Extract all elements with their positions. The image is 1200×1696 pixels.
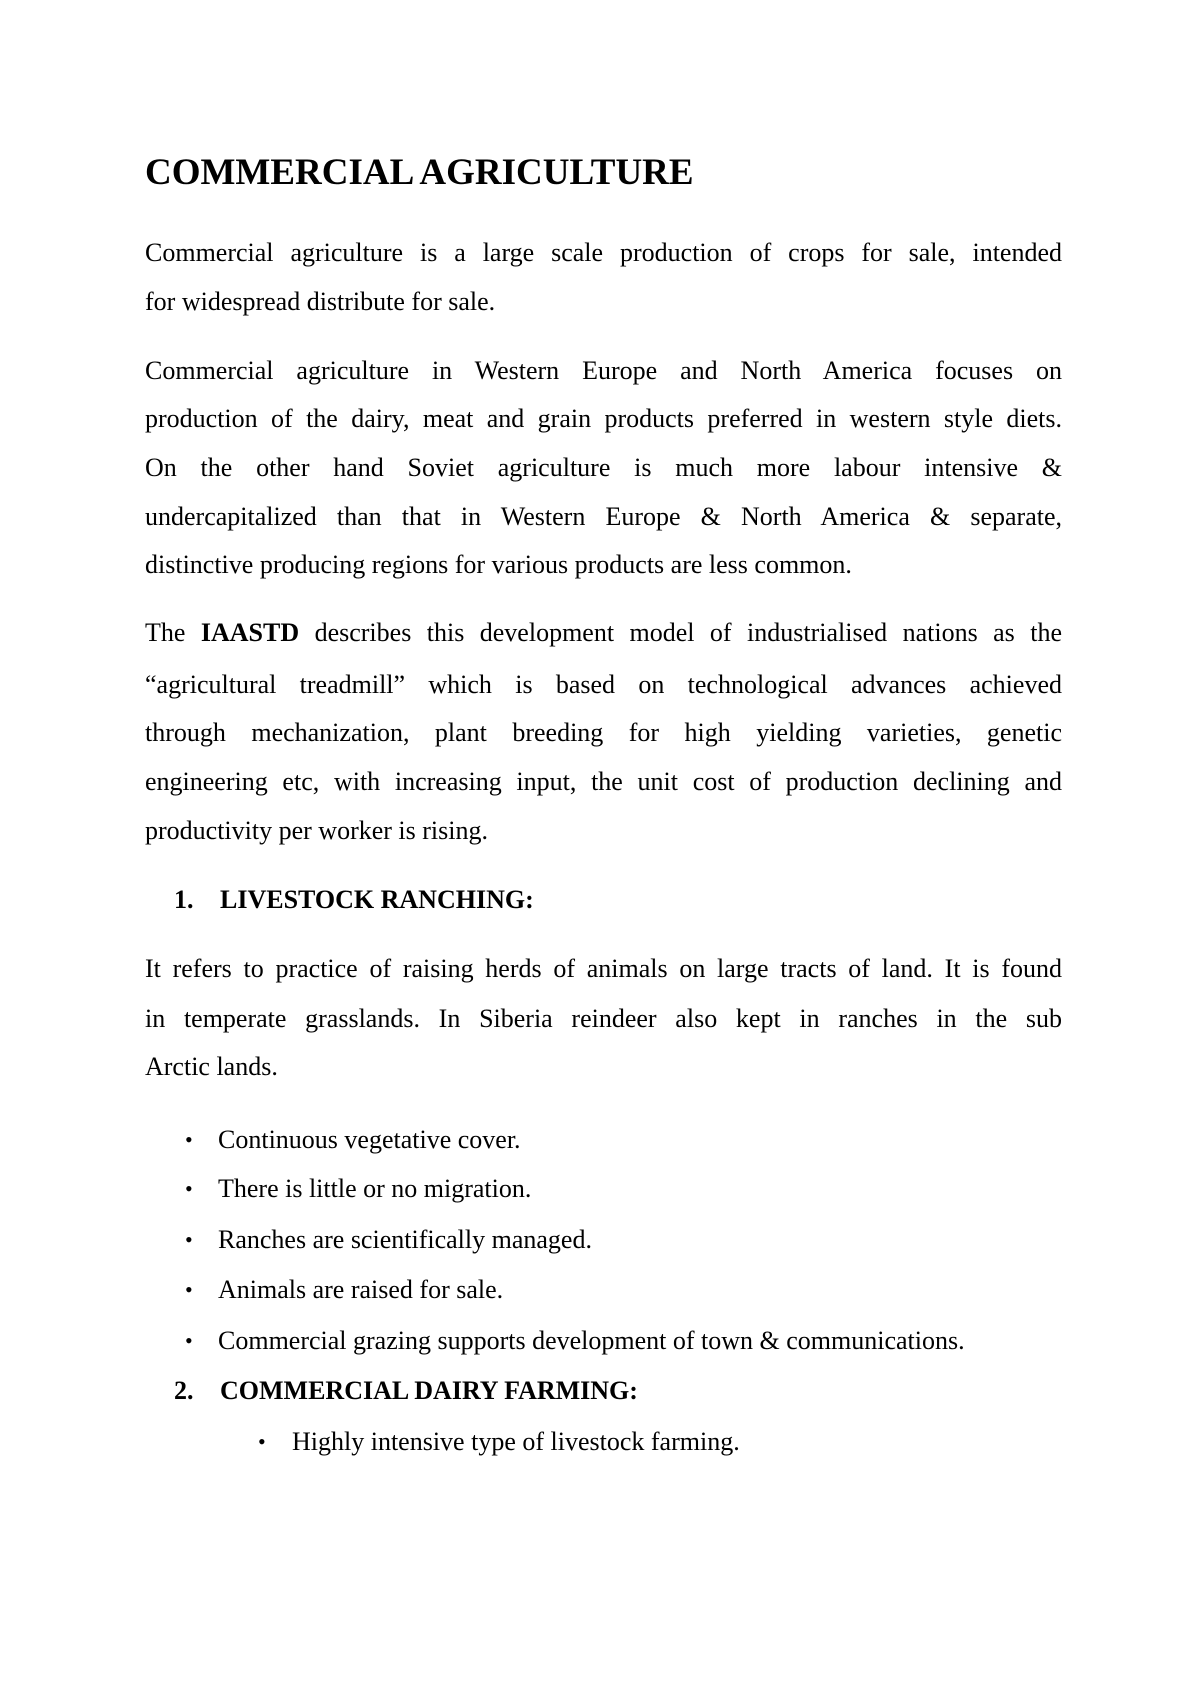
text: The [145,618,201,647]
bullet-icon: • [185,1277,193,1302]
bullet-icon: • [258,1429,266,1454]
paragraph-line: On the other hand Soviet agriculture is much more labour intensive & [145,453,1062,482]
paragraph-line: Arctic lands. [145,1052,278,1081]
paragraph-line: productivity per worker is rising. [145,816,488,845]
bullet-icon: • [185,1328,193,1353]
paragraph-line: Commercial agriculture in Western Europe and North America focuses on [145,356,1062,385]
paragraph-line: Commercial agriculture is a large scale production of crops for sale, intended [145,238,1062,267]
text: describes this development model of industrialised nations as the [299,618,1062,647]
page-title: COMMERCIAL AGRICULTURE [145,152,694,193]
section-number: 2. [174,1376,194,1405]
bullet-icon: • [185,1227,193,1252]
paragraph-line: in temperate grasslands. In Siberia reindeer also kept in ranches in the sub [145,1004,1062,1033]
bullet-icon: • [185,1127,193,1152]
section-heading: LIVESTOCK RANCHING: [220,885,534,914]
section-number: 1. [174,885,194,914]
paragraph-line: production of the dairy, meat and grain products preferred in western style diets. [145,404,1062,433]
paragraph-line: undercapitalized than that in Western Europe & North America & separate, [145,502,1062,531]
list-item: Continuous vegetative cover. [218,1125,521,1154]
paragraph-line: for widespread distribute for sale. [145,287,496,316]
list-item: Highly intensive type of livestock farming. [292,1427,740,1456]
bullet-icon: • [185,1176,193,1201]
list-item: There is little or no migration. [218,1174,532,1203]
list-item: Commercial grazing supports development of town & communications. [218,1326,965,1355]
paragraph-line: distinctive producing regions for various products are less common. [145,550,852,579]
paragraph-line [145,608,1062,658]
list-item: Animals are raised for sale. [218,1275,504,1304]
bold-term: IAASTD [200,618,300,647]
paragraph-line: through mechanization, plant breeding for high yielding varieties, genetic [145,718,1062,747]
section-heading: COMMERCIAL DAIRY FARMING: [220,1376,638,1405]
paragraph-line: “agricultural treadmill” which is based on technological advances achieved [145,670,1062,699]
list-item: Ranches are scientifically managed. [218,1225,592,1254]
paragraph-line: engineering etc, with increasing input, the unit cost of production declining and [145,767,1062,796]
paragraph-line: It refers to practice of raising herds of animals on large tracts of land. It is found [145,954,1062,983]
